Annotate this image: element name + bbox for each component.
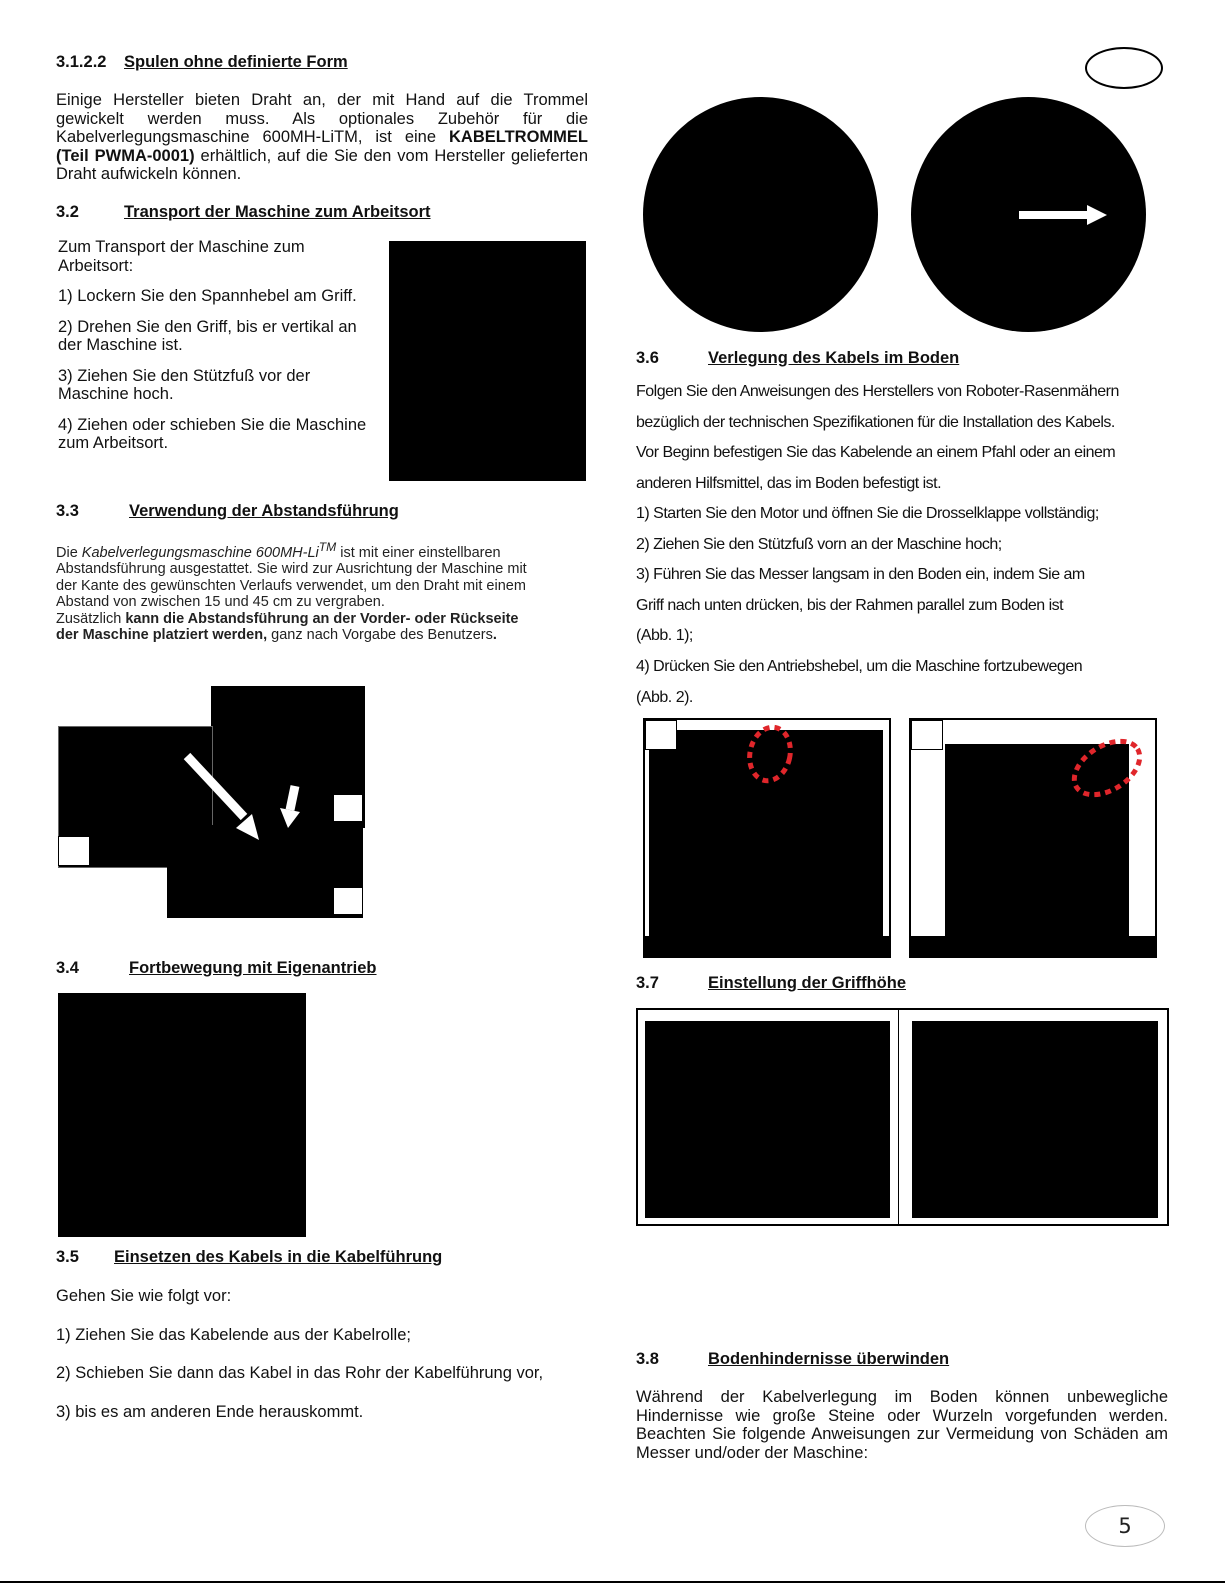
self-propulsion-image [58,993,306,1237]
section-3-3-body: Die Kabelverlegungsmaschine 600MH-Li™ ist mit einer einstellbaren Abstandsführung ausgestattet. Sie wird zur Ausrichtung der Maschine mit der Kante des gewünschten Verlaufs verwendet, um den Draht mit einem Abstand von zwischen 15 und 45 cm zu vergraben. Zusätzlich kann die Abstandsführung an der Vorder- oder Rückseite der Maschine platziert werden, ganz nach Vorgabe des Benutzers. [56,540,527,644]
section-3-6-heading [636,349,1196,371]
detail-circle-left [643,97,878,332]
transport-step: 1) Lockern Sie den Spannhebel am Griff. [58,287,357,305]
figure-label-box [645,720,677,750]
figure-ground [911,936,1155,956]
section-3-6-line: 4) Drücken Sie den Antriebshebel, um die Maschine fortzubewegen [636,658,1083,675]
figure-image [912,1021,1158,1218]
section-number: 3.7 [636,974,659,992]
section-3-2-heading [56,203,596,225]
arrow-right-icon [1019,204,1109,226]
section-3-6-line: Folgen Sie den Anweisungen des Herstellers von Roboter-Rasenmähern [636,383,1119,400]
section-3-8-body: Während der Kabelverlegung im Boden können unbewegliche Hindernisse wie große Steine oder Wurzeln vorgefunden werden. Beachten Sie folgende Anweisungen zur Vermeidung von Schäden am Messer und/oder der Maschine: [636,1388,1168,1462]
section-3-8-heading [636,1350,1196,1372]
handle-height-figure [636,1008,1169,1226]
language-badge [1085,47,1163,89]
section-number: 3.3 [56,502,79,520]
section-3-1-2-2-heading [56,53,596,75]
section-number: 3.8 [636,1350,659,1368]
section-title: Transport der Maschine zum Arbeitsort [124,203,431,221]
arrow-icon [56,684,366,919]
section-3-6-line: (Abb. 2). [636,689,693,706]
section-number: 3.5 [56,1248,79,1266]
section-title: Spulen ohne definierte Form [124,53,348,71]
section-title: Fortbewegung mit Eigenantrieb [129,959,377,977]
section-title: Bodenhindernisse überwinden [708,1350,950,1368]
section-title: Verlegung des Kabels im Boden [708,349,960,367]
section-3-6-line: Vor Beginn befestigen Sie das Kabelende an einem Pfahl oder an einem [636,444,1116,461]
highlight-ellipse-icon [741,720,801,790]
section-title: Einstellung der Griffhöhe [708,974,907,992]
section-number: 3.6 [636,349,659,367]
distance-guide-figure [56,684,366,919]
page-number-badge [1085,1505,1165,1547]
section-3-6-line: 3) Führen Sie das Messer langsam in den Boden ein, indem Sie am [636,566,1085,583]
page-number: 5 [1118,1514,1132,1538]
section-3-6-line: 1) Starten Sie den Motor und öffnen Sie die Drosselklappe vollständig; [636,505,1099,522]
section-title: Einsetzen des Kabels in die Kabelführung [114,1248,443,1266]
figure-image [645,1021,890,1218]
figure-divider [898,1010,899,1224]
figure-2 [909,718,1157,958]
section-3-6-line: anderen Hilfsmittel, das im Boden befestigt ist. [636,475,942,492]
footer-rule [0,1581,1225,1583]
section-number: 3.2 [56,203,79,221]
section-3-3-heading [56,502,596,524]
section-3-5-heading [56,1248,596,1270]
section-3-4-heading [56,959,596,981]
section-3-1-2-2-body: Einige Hersteller bieten Draht an, der mit Hand auf die Trommel gewickelt werden muss. Als optionales Zubehör für die Kabelverlegungsmaschine 600MH-LiTM, ist eine KABELTROMMEL (Teil PWMA-0001) erhältlich, auf die Sie den vom Hersteller gelieferten Draht aufwickeln können. [56,91,589,183]
transport-intro: Zum Transport der Maschine zum Arbeitsort: [58,238,305,275]
section-3-6-line: (Abb. 1); [636,627,693,644]
section-3-7-heading [636,974,1196,996]
section-title: Verwendung der Abstandsführung [129,502,399,520]
transport-step: 4) Ziehen oder schieben Sie die Maschine zum Arbeitsort. [58,415,367,452]
transport-image [389,241,586,481]
transport-step: 2) Drehen Sie den Griff, bis er vertikal an der Maschine ist. [58,317,357,354]
figure-1 [643,718,891,958]
section-number: 3.1.2.2 [56,53,107,71]
section-3-5-body: Gehen Sie wie folgt vor: 1) Ziehen Sie das Kabelende aus der Kabelrolle; 2) Schieben Sie dann das Kabel in das Rohr der Kabelführung vor, 3) bis es am anderen Ende herauskommt. [56,1287,544,1421]
highlight-ellipse-icon [1067,732,1147,802]
figure-label-box [911,720,943,750]
figure-ground [645,936,889,956]
transport-step: 3) Ziehen Sie den Stützfuß vor der Maschine hoch. [58,366,311,403]
section-3-6-line: 2) Ziehen Sie den Stützfuß vorn an der Maschine hoch; [636,536,1002,553]
section-3-6-line: bezüglich der technischen Spezifikationen für die Installation des Kabels. [636,414,1115,431]
section-3-6-line: Griff nach unten drücken, bis der Rahmen parallel zum Boden ist [636,597,1064,614]
detail-circle-right [911,97,1146,332]
section-3-2-body [58,238,368,453]
section-number: 3.4 [56,959,79,977]
